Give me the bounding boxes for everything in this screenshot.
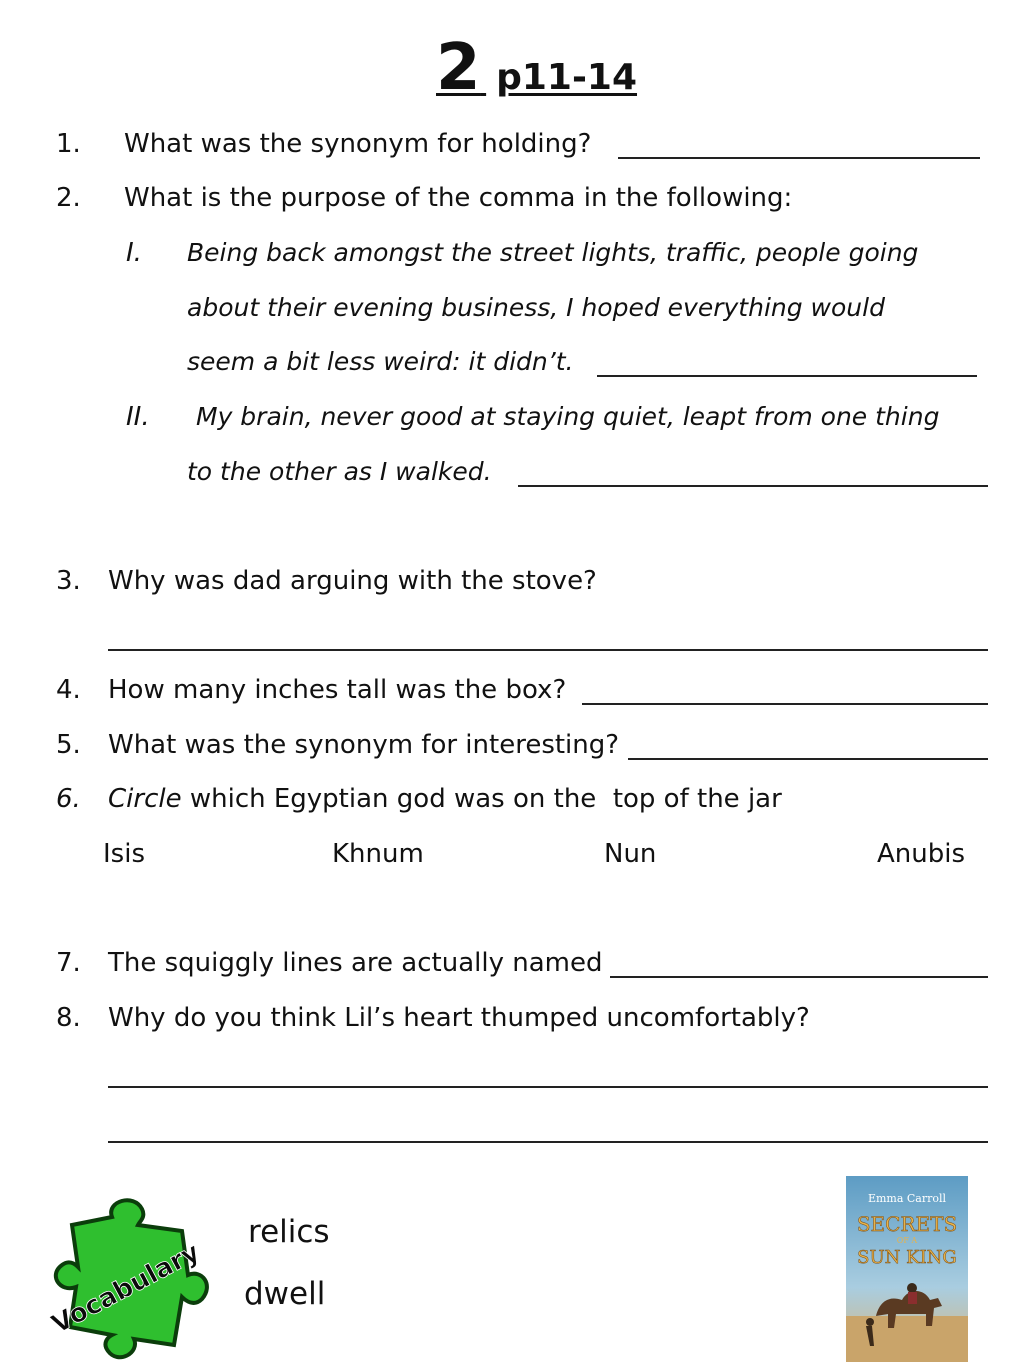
question-2-number: 2. [56, 183, 81, 213]
question-3-text: Why was dad arguing with the stove? [108, 566, 597, 596]
answer-line-1[interactable] [618, 157, 980, 159]
vocab-word-relics: relics [248, 1214, 330, 1250]
sub-item-2-number: II. [126, 402, 150, 432]
vocabulary-badge-text: Vocabulary [46, 1237, 205, 1341]
sub-item-2-line-1: My brain, never good at staying quiet, leapt from one thing [196, 402, 940, 431]
question-7-number: 7. [56, 948, 81, 978]
option-isis[interactable]: Isis [103, 839, 145, 869]
sub-item-2-line-2: to the other as I walked. [187, 457, 492, 486]
question-6-text [108, 782, 782, 816]
book-cover-image [846, 1176, 968, 1362]
answer-line-2ii[interactable] [518, 485, 988, 487]
sub-item-1-line-3: seem a bit less weird: it didn’t. [187, 347, 574, 376]
question-5-text: What was the synonym for interesting? [108, 730, 620, 760]
sub-item-1-line-2: about their evening business, I hoped everything would [187, 293, 885, 322]
option-anubis[interactable]: Anubis [877, 839, 966, 869]
question-4-number: 4. [56, 675, 81, 705]
chapter-number: 2 [436, 31, 481, 105]
answer-line-5[interactable] [628, 758, 988, 760]
book-title-line-3: SUN KING [857, 1247, 957, 1268]
question-6-number: 6. [56, 784, 81, 814]
question-6-emphasis: Circle [108, 784, 182, 814]
answer-line-8b[interactable] [108, 1141, 988, 1143]
question-3-number: 3. [56, 566, 81, 596]
question-1-number: 1. [56, 129, 81, 159]
question-1-text: What was the synonym for holding? [124, 129, 592, 159]
answer-line-3[interactable] [108, 649, 988, 651]
book-author: Emma Carroll [867, 1192, 947, 1205]
sub-item-1-line-1: Being back amongst the street lights, traffic, people going [187, 238, 919, 267]
page-title [436, 31, 638, 105]
sub-item-1-number: I. [126, 238, 142, 268]
vocabulary-puzzle-icon [42, 1195, 212, 1360]
question-7-text: The squiggly lines are actually named [108, 948, 603, 978]
book-title-line-1: SECRETS [856, 1212, 958, 1236]
answer-line-4[interactable] [582, 703, 988, 705]
answer-line-2i[interactable] [597, 375, 977, 377]
option-nun[interactable]: Nun [604, 839, 657, 869]
answer-line-7[interactable] [610, 976, 988, 978]
question-8-number: 8. [56, 1003, 81, 1033]
question-2-text: What is the purpose of the comma in the following: [124, 183, 793, 213]
vocab-word-dwell: dwell [244, 1276, 326, 1312]
option-khnum[interactable]: Khnum [332, 839, 424, 869]
page-range: p11-14 [496, 57, 638, 98]
book-title-line-2: OF A [896, 1236, 918, 1245]
question-5-number: 5. [56, 730, 81, 760]
question-6-body: which Egyptian god was on the top of the jar [189, 784, 782, 814]
answer-line-8a[interactable] [108, 1086, 988, 1088]
question-8-text: Why do you think Lil’s heart thumped uncomfortably? [108, 1003, 810, 1033]
question-4-text: How many inches tall was the box? [108, 675, 567, 705]
